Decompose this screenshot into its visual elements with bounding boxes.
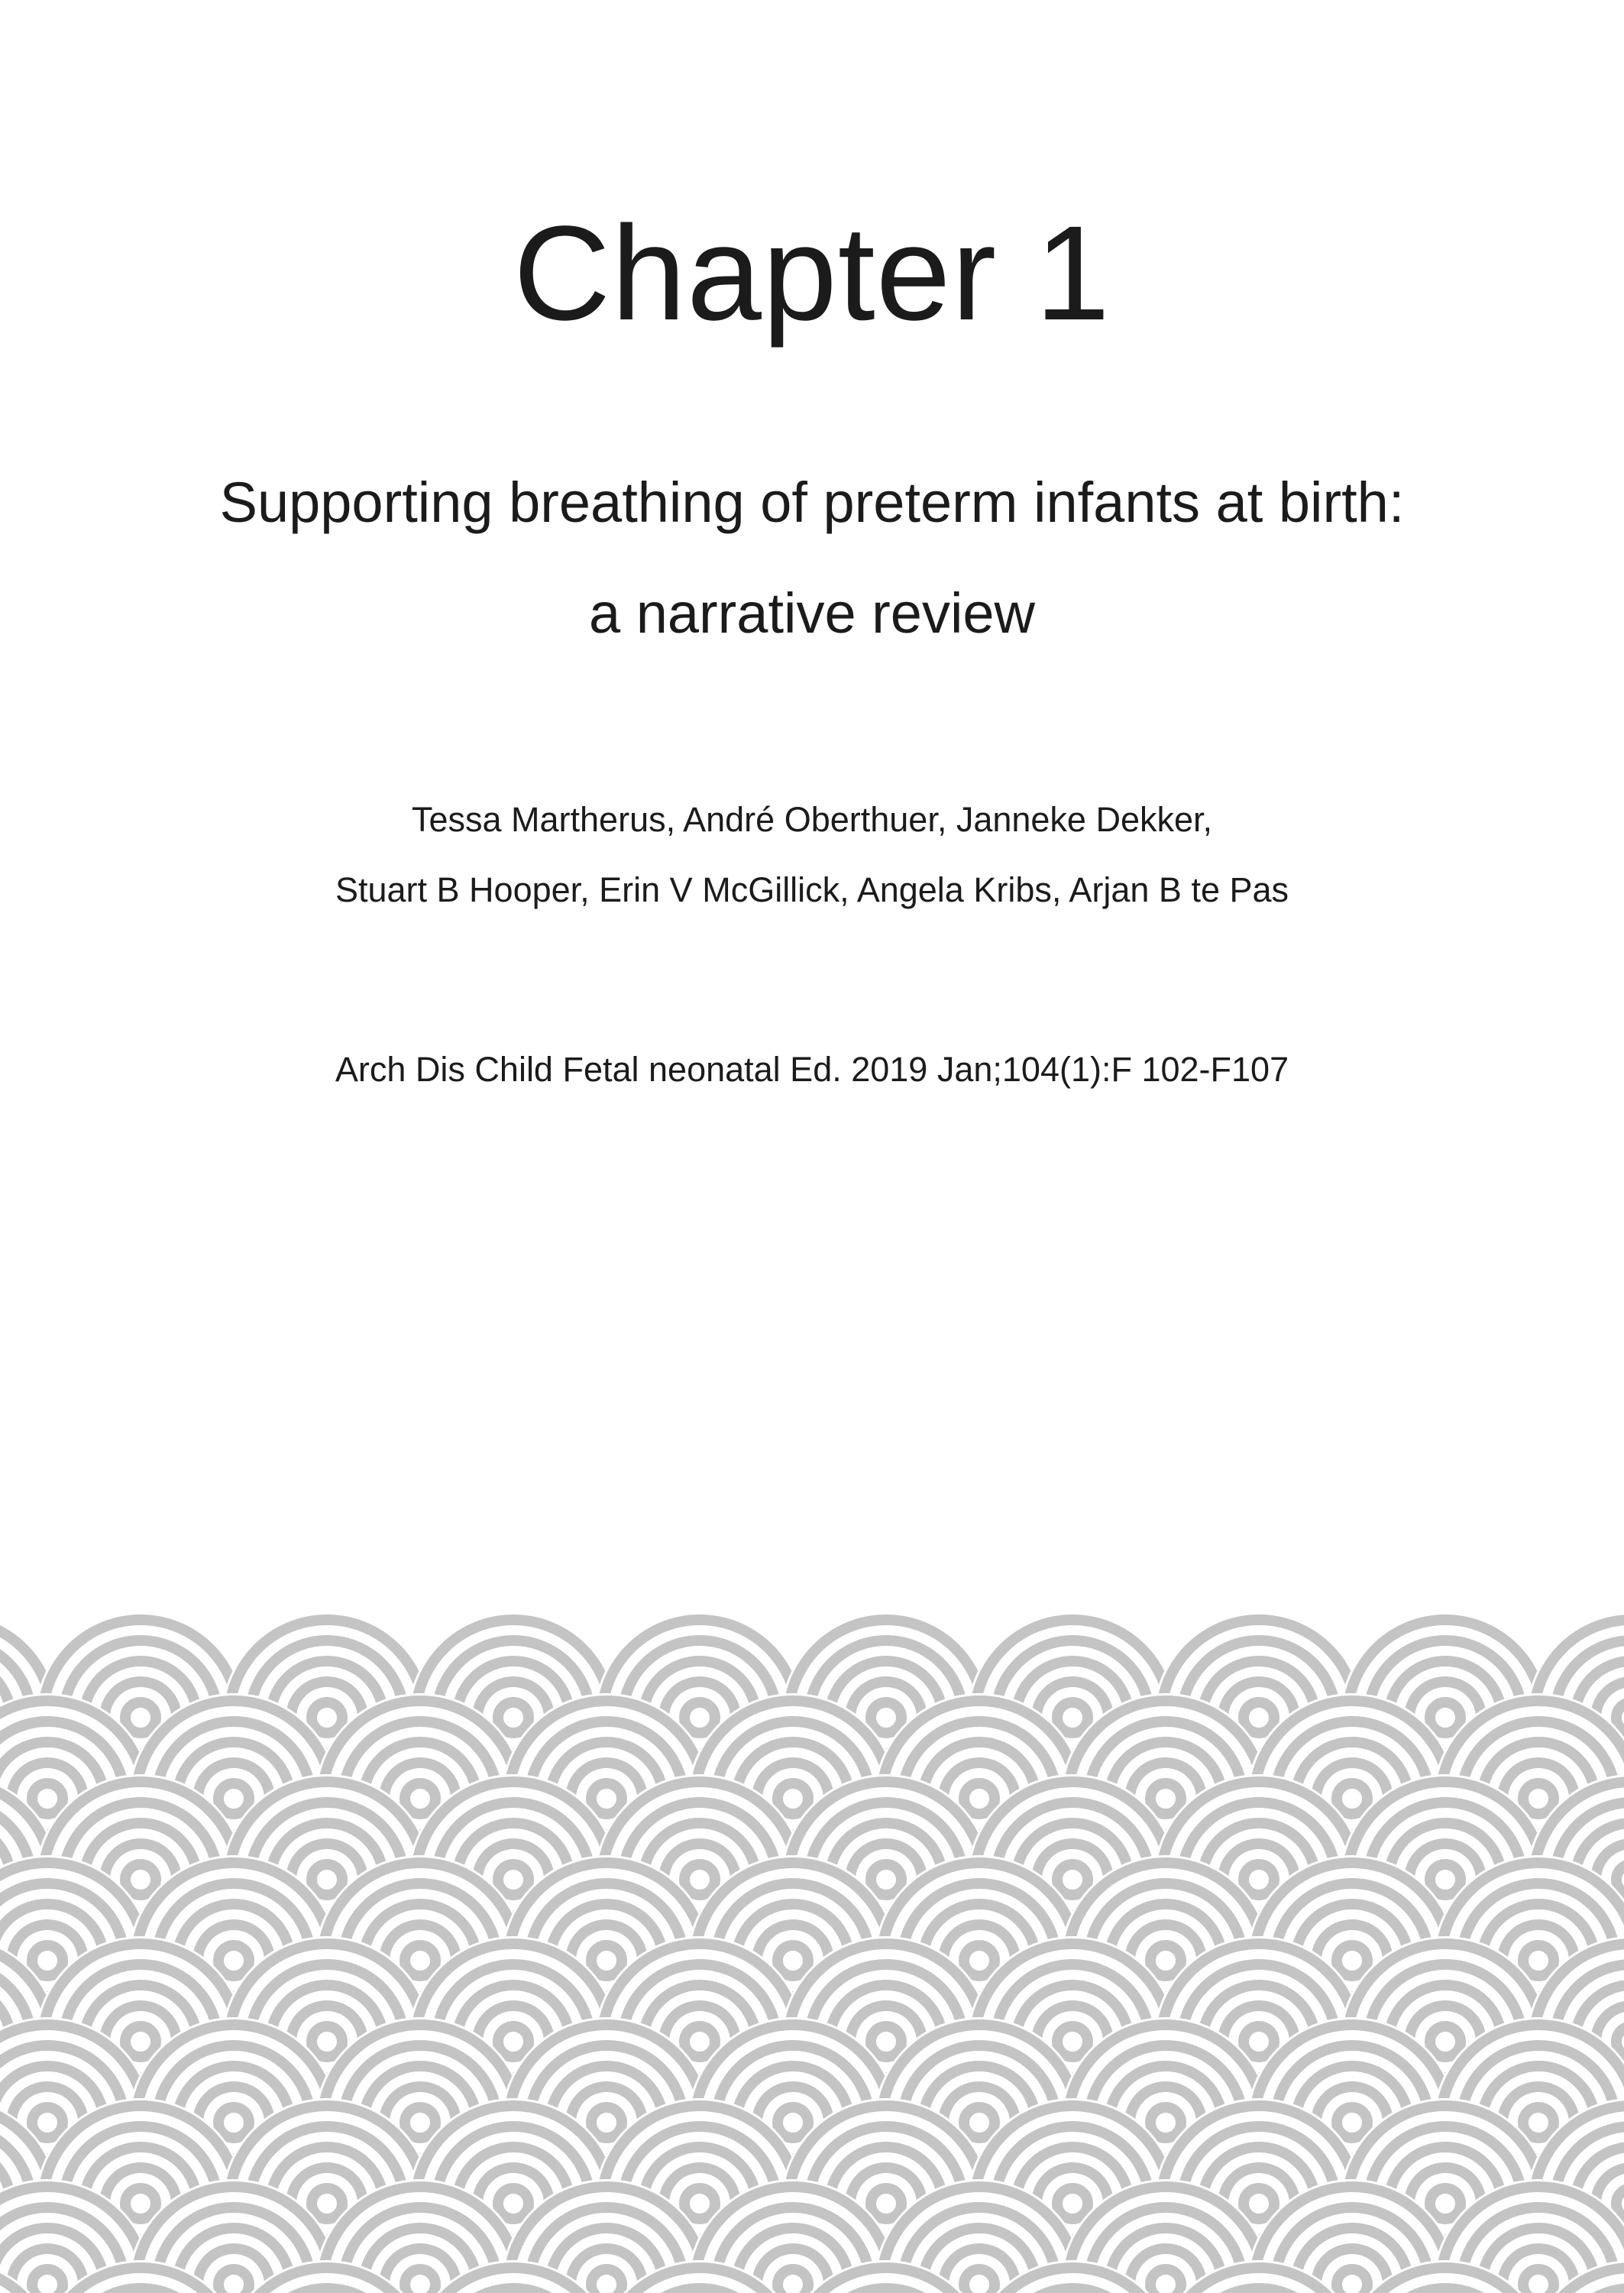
article-title-line-2: a narrative review <box>588 581 1035 645</box>
authors-line-2: Stuart B Hooper, Erin V McGillick, Angela Kribs, Arjan B te Pas <box>335 870 1289 909</box>
seigaiha-wave-pattern <box>0 1612 1624 2293</box>
chapter-heading: Chapter 1 <box>513 199 1111 348</box>
article-title-line-1: Supporting breathing of preterm infants at birth: <box>219 471 1405 534</box>
journal-citation: Arch Dis Child Fetal neonatal Ed. 2019 Jan;104(1):F 102-F107 <box>335 1050 1289 1089</box>
authors-line-1: Tessa Martherus, André Oberthuer, Janneke Dekker, <box>411 800 1213 839</box>
